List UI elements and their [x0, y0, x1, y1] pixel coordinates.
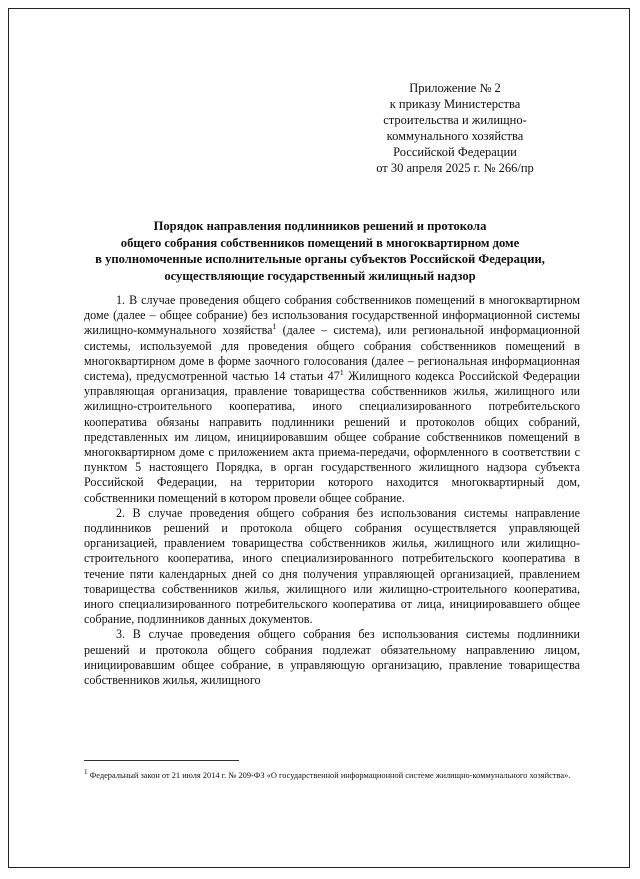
- title-line: в уполномоченные исполнительные органы субъектов Российской Федерации,: [95, 252, 545, 266]
- appendix-line: Российской Федерации: [393, 145, 517, 159]
- footnote-text: Федеральный закон от 21 июля 2014 г. № 209-ФЗ «О государственной информационной системе жилищно-коммунального хозяйства».: [87, 770, 571, 780]
- footnote-mark: 1: [84, 768, 88, 776]
- appendix-line: Приложение № 2: [409, 81, 501, 95]
- appendix-line: от 30 апреля 2025 г. № 266/пр: [376, 161, 534, 175]
- paragraph-1-part-c: Жилищного кодекса Российской Федерации управляющая организация, правление товарищества собственников жилья, жилищного или жилищно-строительного кооператива, иного специализированного потребительского кооператива обязаны направить подлинники решений и протоколов общих собраний, представленных им лицом, инициировавшим общее собрание собственников помещений в многоквартирном доме с приложением акта приема-передачи, оформленного в соответствии с пунктом 5 настоящего Порядка, в орган государственного жилищного надзора субъекта Российской Федерации, на территории которого находится многоквартирный дом, собственники помещений в котором провели общее собрание.: [84, 369, 580, 505]
- appendix-header: [355, 80, 555, 176]
- article-superscript: 1: [339, 367, 344, 377]
- appendix-line: к приказу Министерства: [389, 97, 521, 111]
- title-line: осуществляющие государственный жилищный надзор: [164, 268, 476, 283]
- document-body: [84, 293, 580, 688]
- appendix-line: строительства и жилищно-: [383, 113, 527, 127]
- title-line: общего собрания собственников помещений в многоквартирном доме: [120, 235, 520, 250]
- footnote: [84, 766, 580, 782]
- document-title: [70, 218, 570, 284]
- paragraph-1-part-a: 1. В случае проведения общего собрания собственников помещений в многоквартирном доме (далее – общее собрание) без использования государственной информационной системы жилищно-коммунального хозяйства: [84, 293, 580, 338]
- paragraph-1: [84, 293, 580, 506]
- footnote-divider: [84, 760, 239, 761]
- title-line: Порядок направления подлинников решений и протокола: [153, 219, 487, 233]
- paragraph-2: 2. В случае проведения общего собрания без использования системы направление подлинников решений и протокола общего собрания осуществляется управляющей организацией, правлением товарищества собственников жилья, жилищного или жилищно-строительного кооператива, иного специализированного потребительского кооператива в течение пяти календарных дней со дня получения управляющей организацией, правлением товарищества собственников жилья, жилищного или жилищно-строительного кооператива, иного специализированного потребительского кооператива от лица, инициировавшего общее собрание, подлинников данных документов.: [84, 505, 580, 627]
- paragraph-1-part-b: (далее – система), или региональной информационной системы, используемой для проведения общего собрания собственников помещений в многоквартирном доме в форме заочного голосования (далее – региональная информационная система), предусмотренной частью 14 статьи 47: [84, 323, 581, 384]
- paragraph-3: 3. В случае проведения общего собрания без использования системы подлинники решений и протокола общего собрания подлежат обязательному направлению лицом, инициировавшим общее собрание, в управляющую организацию, правление товарищества собственников жилья, жилищного: [84, 627, 580, 688]
- appendix-line: коммунального хозяйства: [386, 129, 524, 143]
- footnote-ref: 1: [272, 322, 277, 332]
